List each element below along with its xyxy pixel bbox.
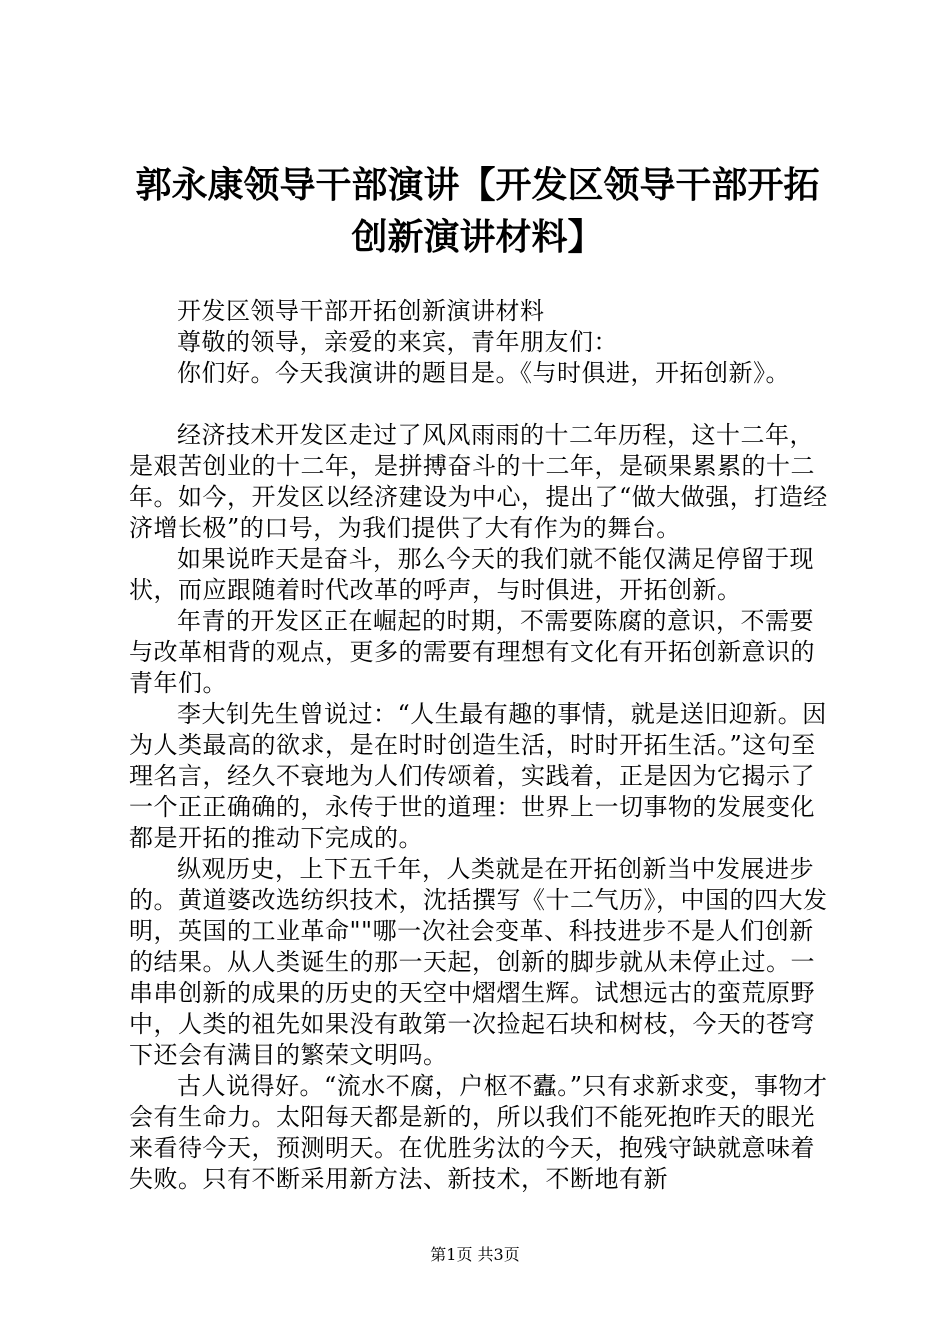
paragraph: 你们好。今天我演讲的题目是。《与时俱进，开拓创新》。 — [177, 359, 790, 387]
blank-line — [129, 389, 829, 420]
paragraph: 如果说昨天是奋斗，那么今天的我们就不能仅满足停留于现状，而应跟随着时代改革的呼声，与时俱进，开拓创新。 — [129, 545, 814, 604]
page-number: 第1页 共3页 — [430, 1245, 520, 1264]
paragraph: 经济技术开发区走过了风风雨雨的十二年历程，这十二年，是艰苦创业的十二年，是拼搏奋斗的十二年，是硕果累累的十二年。如今，开发区以经济建设为中心，提出了“做大做强，打造经济增长极”的口号，为我们提供了大有作为的舞台。 — [129, 421, 828, 542]
paragraph: 纵观历史，上下五千年，人类就是在开拓创新当中发展进步的。黄道婆改选纺织技术，沈括撰写《十二气历》，中国的四大发明，英国的工业革命""哪一次社会变革、科技进步不是人们创新的结果。从人类诞生的那一天起，创新的脚步就从未停止过。一串串创新的成果的历史的天空中熠熠生辉。试想远古的蛮荒原野中，人类的祖先如果没有敢第一次捡起石块和树枝，今天的苍穹下还会有满目的繁荣文明吗。 — [129, 855, 828, 1069]
paragraph: 尊敬的领导，亲爱的来宾，青年朋友们： — [177, 328, 618, 356]
paragraph: 开发区领导干部开拓创新演讲材料 — [177, 297, 545, 325]
paragraph: 年青的开发区正在崛起的时期，不需要陈腐的意识，不需要与改革相背的观点，更多的需要有理想有文化有开拓创新意识的青年们。 — [129, 607, 815, 697]
paragraph: 古人说得好。“流水不腐，户枢不蠹。”只有求新求变，事物才会有生命力。太阳每天都是新的，所以我们不能死抱昨天的眼光来看待今天，预测明天。在优胜劣汰的今天，抱残守缺就意味着失败。只有不断采用新方法、新技术，不断地有新 — [129, 1072, 828, 1193]
paragraph: 李大钊先生曾说过：“人生最有趣的事情，就是送旧迎新。因为人类最高的欲求，是在时时创造生活，时时开拓生活。”这句至理名言，经久不衰地为人们传颂着，实践着，正是因为它揭示了一个正正确确的，永传于世的道理：世界上一切事物的发展变化都是开拓的推动下完成的。 — [129, 700, 827, 852]
document-title: 郭永康领导干部演讲【开发区领导干部开拓创新演讲材料】 — [135, 165, 820, 258]
document-body — [129, 296, 829, 1195]
